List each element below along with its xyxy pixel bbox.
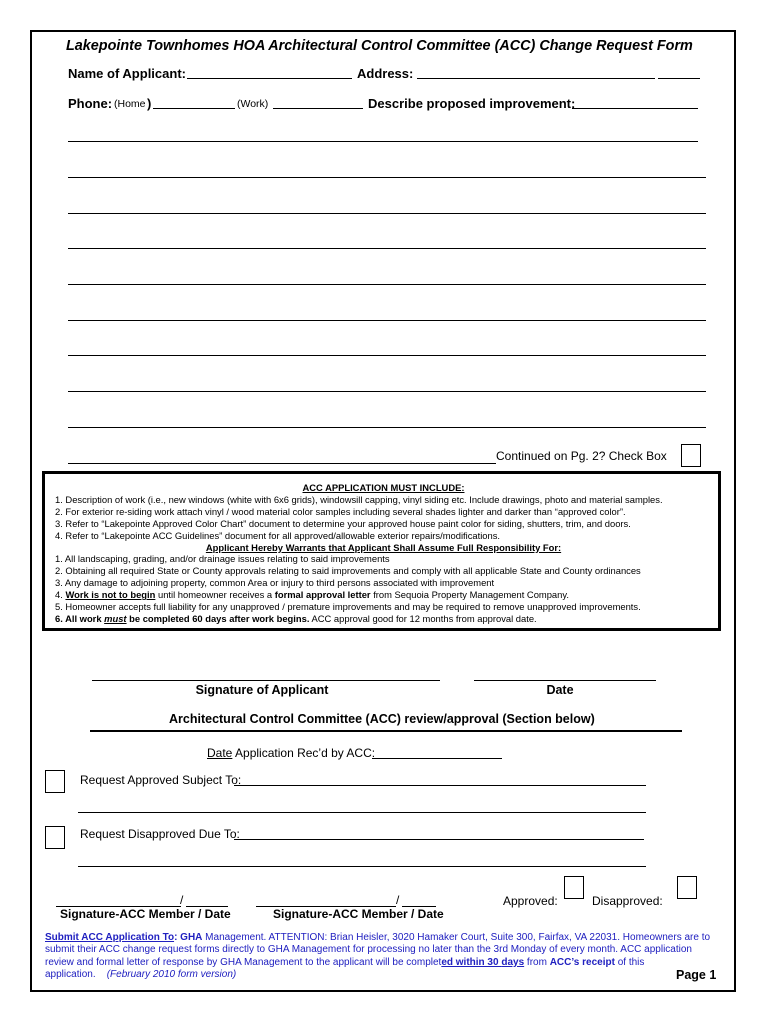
applicant-signature-field[interactable] (92, 680, 440, 681)
warrant-item: 5. Homeowner accepts full liability for any unapproved / premature improvements and may be required to remove unapproved improvements. (55, 601, 641, 613)
disapproved-due-field-2[interactable] (78, 866, 646, 867)
disapproved-label: Disapproved: (592, 894, 663, 908)
requirement-item: 4. Refer to “Lakepointe ACC Guidelines” document for all approved/allowable exterior repairs/modifications. (55, 529, 501, 541)
item6-text-2: be completed 60 days after work begins. (126, 612, 310, 624)
requirement-item: 1. Description of work (i.e., new windows (white with 6x6 grids), windowsill capping, vinyl siding etc. Include drawings, photo and material samples. (55, 493, 663, 505)
description-line[interactable] (68, 391, 706, 392)
home-phone-field[interactable] (153, 108, 235, 109)
item4-text-end: from Sequoia Property Management Company. (370, 589, 569, 601)
continued-label: Continued on Pg. 2? Check Box (496, 449, 667, 463)
within-text: ed within 30 (441, 956, 502, 968)
address-field-2[interactable] (658, 78, 700, 79)
item4-text: until homeowner receives a (155, 589, 275, 601)
warrant-item-6 (55, 613, 712, 625)
section-divider (90, 730, 682, 732)
disapproved-checkbox[interactable] (677, 876, 697, 899)
instructions-end: of this application. (45, 956, 645, 981)
description-line[interactable] (68, 427, 706, 428)
home-close-paren: ) (147, 96, 152, 111)
submit-colon: : (174, 932, 178, 943)
description-line[interactable] (68, 463, 496, 464)
work-label: (Work) (237, 98, 269, 110)
disapproved-due-label: Request Disapproved Due To: (80, 827, 240, 841)
item4-emphasis: Work is not to begin (65, 589, 156, 601)
requirement-item: 2. For exterior re-siding work attach vinyl / wood material color samples including several shades lighter and darker than “approved color”. (55, 505, 626, 517)
days-text: days (501, 956, 525, 968)
item4-number: 4. (55, 589, 66, 601)
gha-label: GHA (177, 932, 203, 943)
item4-emphasis-2: formal approval letter (274, 589, 371, 601)
slash-2: / (396, 893, 400, 907)
acc-member-1-label: Signature-ACC Member / Date (60, 907, 231, 921)
warrant-item: 3. Any damage to adjoining property, common Area or injury to third persons associated with improvement (55, 577, 495, 589)
description-line[interactable] (68, 355, 706, 356)
applicant-date-field[interactable] (474, 680, 656, 681)
phone-label: Phone: (68, 96, 113, 111)
warrant-item: 1. All landscaping, grading, and/or drainage issues relating to said improvements (55, 553, 390, 565)
approved-subject-field[interactable] (234, 785, 646, 786)
page-number: Page 1 (676, 968, 717, 982)
submit-label: Submit ACC Application To (45, 932, 175, 943)
signature-date-label: Date (546, 683, 574, 697)
description-line[interactable] (68, 177, 706, 178)
warrant-heading: Applicant Hereby Warrants that Applicant Shall Assume Full Responsibility For: (205, 541, 562, 553)
acc-section-title: Architectural Control Committee (ACC) review/approval (Section below) (169, 712, 595, 726)
name-label: Name of Applicant: (68, 66, 186, 81)
approved-subject-field-2[interactable] (78, 812, 646, 813)
name-field[interactable] (187, 78, 352, 79)
approved-checkbox[interactable] (564, 876, 584, 899)
requirements-heading: ACC APPLICATION MUST INCLUDE: (302, 482, 465, 493)
warrant-item: 2. Obtaining all required State or County approvals relating to said improvements and comply with all applicable State and County ordinances (55, 565, 641, 577)
disapproved-due-checkbox[interactable] (45, 826, 65, 849)
acc-receipt-text: ACC’s receipt (549, 956, 615, 968)
address-field[interactable] (417, 78, 655, 79)
describe-label: Describe proposed improvement: (368, 96, 576, 111)
date-received-label (207, 746, 375, 760)
approved-label: Approved: (503, 894, 558, 908)
date-word: Date (207, 746, 233, 760)
work-phone-field[interactable] (273, 108, 363, 109)
signature-applicant-label: Signature of Applicant (195, 683, 329, 697)
acc-member-2-label: Signature-ACC Member / Date (273, 907, 444, 921)
describe-field[interactable] (572, 108, 698, 109)
date-received-text: Application Rec’d by ACC: (232, 746, 376, 760)
requirements-box (42, 471, 721, 631)
from-text: from (524, 956, 550, 968)
form-version: (February 2010 form version) (106, 969, 237, 981)
requirement-item: 3. Refer to “Lakepointe Approved Color Chart” document to determine your approved house paint color for siding, shutters, trim, and doors. (55, 517, 631, 529)
submission-instructions (45, 932, 715, 982)
description-line[interactable] (68, 141, 698, 142)
item6-text: 6. All work (55, 612, 105, 624)
form-title: Lakepointe Townhomes HOA Architectural Control Committee (ACC) Change Request Form (66, 38, 693, 54)
home-label: (Home (114, 98, 146, 110)
description-line[interactable] (68, 284, 706, 285)
item6-must: must (104, 612, 127, 624)
continued-checkbox[interactable] (681, 444, 701, 467)
approved-subject-checkbox[interactable] (45, 770, 65, 793)
disapproved-due-field[interactable] (234, 839, 644, 840)
date-received-field[interactable] (372, 758, 502, 759)
instructions-text: Management. ATTENTION: Brian Heisler, 3020 Hamaker Court, Suite 300, Fairfax, VA 22031. Homeowners are to submit their ACC change request forms directly to GHA Management for processing no later than the 3rd Monday of every month. ACC application review and formal letter of response by GHA Management to the applicant will be complet (45, 932, 711, 968)
approved-subject-label: Request Approved Subject To: (80, 773, 242, 787)
item6-text-3: ACC approval good for 12 months from approval date. (309, 612, 537, 624)
description-line[interactable] (68, 320, 706, 321)
address-label: Address: (357, 66, 414, 81)
warrant-item-4 (55, 589, 712, 601)
slash-1: / (180, 893, 184, 907)
description-line[interactable] (68, 213, 706, 214)
description-line[interactable] (68, 248, 706, 249)
